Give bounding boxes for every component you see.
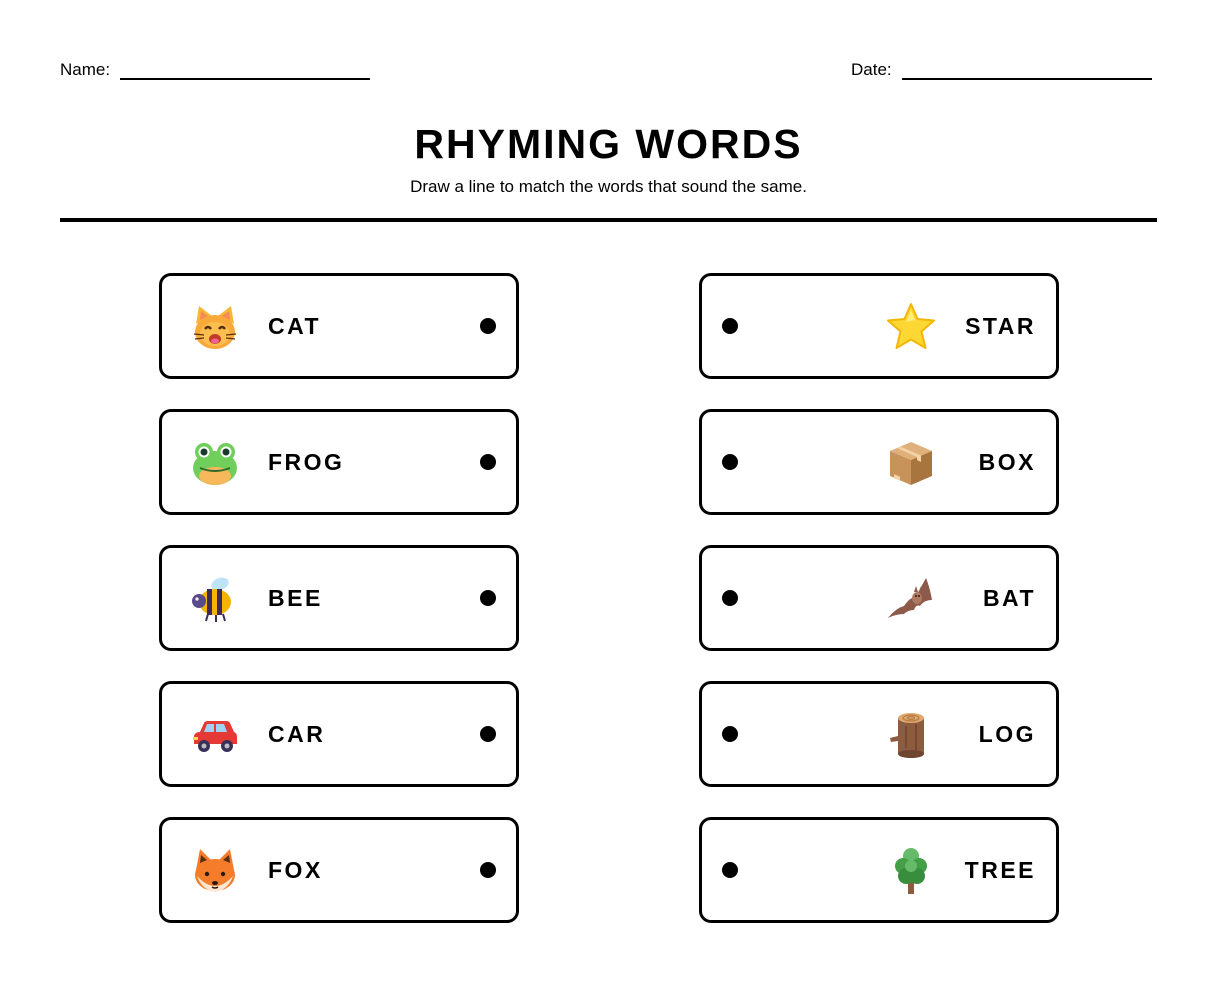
- match-dot[interactable]: [722, 862, 738, 878]
- match-dot[interactable]: [480, 862, 496, 878]
- header-divider: [60, 218, 1157, 222]
- match-dot[interactable]: [480, 726, 496, 742]
- tree-icon: [886, 846, 936, 896]
- date-label: Date:: [851, 60, 892, 79]
- word-card-bat: [699, 545, 1059, 651]
- name-label: Name:: [60, 60, 111, 79]
- fox-face-icon: [190, 846, 240, 896]
- word-label: FROG: [268, 449, 345, 475]
- word-card-frog: [159, 409, 519, 515]
- word-card-fox: [159, 817, 519, 923]
- name-blank-line[interactable]: [120, 64, 370, 80]
- match-dot[interactable]: [722, 590, 738, 606]
- left-word-column: [159, 273, 519, 953]
- match-dot[interactable]: [722, 454, 738, 470]
- word-label: FOX: [268, 857, 323, 883]
- word-label: TREE: [964, 857, 1036, 883]
- match-dot[interactable]: [480, 590, 496, 606]
- match-dot[interactable]: [480, 454, 496, 470]
- date-blank-line[interactable]: [902, 64, 1152, 80]
- frog-face-icon: [190, 438, 240, 488]
- word-label: STAR: [965, 313, 1036, 339]
- date-field: [851, 60, 1152, 80]
- cat-face-icon: [190, 302, 240, 352]
- word-label: BAT: [982, 585, 1036, 611]
- word-label: CAT: [268, 313, 322, 339]
- wood-log-icon: [886, 710, 936, 760]
- package-box-icon: [886, 438, 936, 488]
- bat-icon: [886, 574, 936, 624]
- word-card-car: [159, 681, 519, 787]
- word-card-bee: [159, 545, 519, 651]
- right-word-column: [699, 273, 1059, 953]
- word-card-log: [699, 681, 1059, 787]
- word-card-cat: [159, 273, 519, 379]
- word-card-star: [699, 273, 1059, 379]
- page-title: RHYMING WORDS: [414, 121, 803, 167]
- bee-icon: [190, 574, 240, 624]
- word-card-tree: [699, 817, 1059, 923]
- word-label: BEE: [268, 585, 323, 611]
- match-dot[interactable]: [722, 726, 738, 742]
- word-label: CAR: [268, 721, 326, 747]
- word-card-box: [699, 409, 1059, 515]
- match-dot[interactable]: [480, 318, 496, 334]
- word-label: LOG: [978, 721, 1036, 747]
- match-dot[interactable]: [722, 318, 738, 334]
- car-icon: [190, 710, 240, 760]
- name-field: [60, 60, 370, 80]
- word-label: BOX: [978, 449, 1036, 475]
- instructions: Draw a line to match the words that sound the same.: [410, 177, 807, 196]
- star-icon: [886, 302, 936, 352]
